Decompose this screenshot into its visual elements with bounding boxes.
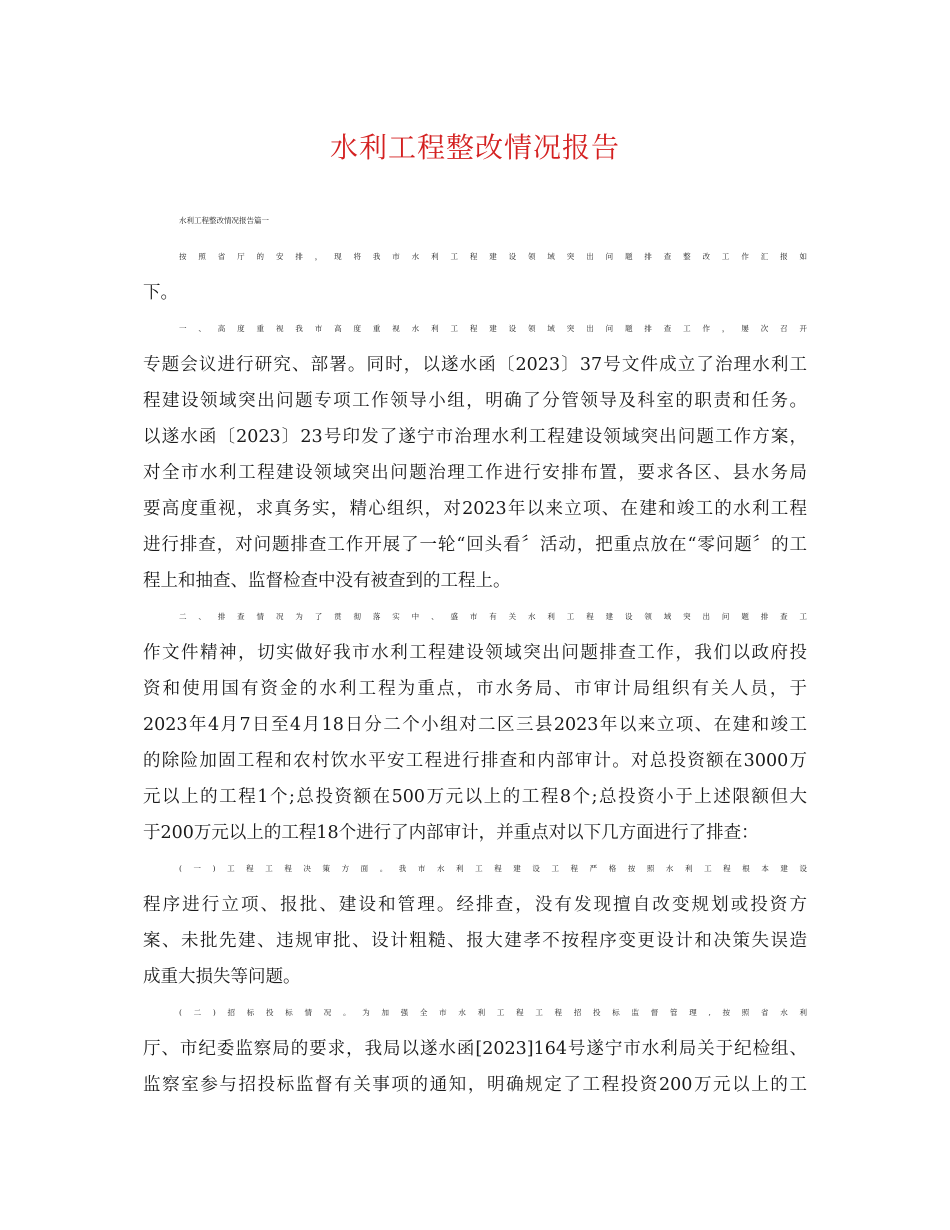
text-line: 程上和抽查、监督检查中没有被查到的工程上。 [143,571,511,591]
text-line: 的除险加固工程和农村饮水平安工程进行排查和内部审计。对总投资额在3000万 [143,751,807,771]
paragraph-section-2 [143,599,807,851]
paragraph-subtitle [143,203,807,239]
text-line: 监察室参与招投标监督有关事项的通知，明确规定了工程投资200万元以上的工 [143,1075,807,1095]
text-line: 2023年4月7日至4月18日分二个小组对二区三县2023年以来立项、在建和竣工 [143,715,807,735]
document-title: 水利工程整改情况报告 [329,131,620,164]
text-line: (二)招标投标情况。为加强全市水利工程工程招投标监督管理,按照省水利 [179,1008,807,1017]
text-line: 一、高度重视我市高度重视水利工程建设领域突出问题排查工作，屡次召开 [179,324,807,333]
text-line: 于200万元以上的工程18个进行了内部审计，并重点对以下几方面进行了排查： [143,823,759,843]
text-line: 元以上的工程1个;总投资额在500万元以上的工程8个;总投资小于上述限额但大 [143,787,807,807]
text-line: 下。 [143,283,178,303]
paragraph-subsection-1 [143,851,807,995]
text-line: 水利工程整改情况报告篇一 [179,216,269,225]
paragraph-intro [143,239,807,311]
text-line: 成重大损失等问题。 [143,967,301,987]
text-line: 作文件精神，切实做好我市水利工程建设领域突出问题排查工作，我们以政府投 [143,643,807,663]
text-line: 要高度重视，求真务实，精心组织，对2023年以来立项、在建和竣工的水利工程 [143,499,807,519]
text-line: 进行排查，对问题排查工作开展了一轮“回头看〞活动，把重点放在“零问题〞的工 [143,535,807,555]
text-line: 厅、市纪委监察局的要求，我局以遂水函[2023]164号遂宁市水利局关于纪检组、 [143,1039,807,1059]
text-line: 专题会议进行研究、部署。同时，以遂水函〔2023〕37号文件成立了治理水利工 [143,355,807,375]
text-line: 以遂水函〔2023〕23号印发了遂宁市治理水利工程建设领域突出问题工作方案， [143,427,807,447]
text-line: 二、排查情况为了贯彻落实中、盛市有关水利工程建设领域突出问题排查工 [179,612,807,621]
text-line: 案、未批先建、违规审批、设计粗糙、报大建孝不按程序变更设计和决策失误造 [143,931,807,951]
text-line: 对全市水利工程建设领域突出问题治理工作进行安排布置，要求各区、县水务局 [143,463,807,483]
text-line: 程建设领域突出问题专项工作领导小组，明确了分管领导及科室的职责和任务。 [143,391,807,411]
text-line: 资和使用国有资金的水利工程为重点，市水务局、市审计局组织有关人员，于 [143,679,807,699]
text-line: (一)工程工程决策方面。我市水利工程建设工程严格按照水利工程根本建设 [179,864,807,873]
paragraph-subsection-2 [143,995,807,1103]
document-body [143,203,807,1103]
text-line: 按照省厅的安排，现将我市水利工程建设领域突出问题排查整改工作汇报如 [179,252,807,261]
text-line: 程序进行立项、报批、建设和管理。经排查，没有发现擅自改变规划或投资方 [143,895,807,915]
paragraph-section-1 [143,311,807,599]
